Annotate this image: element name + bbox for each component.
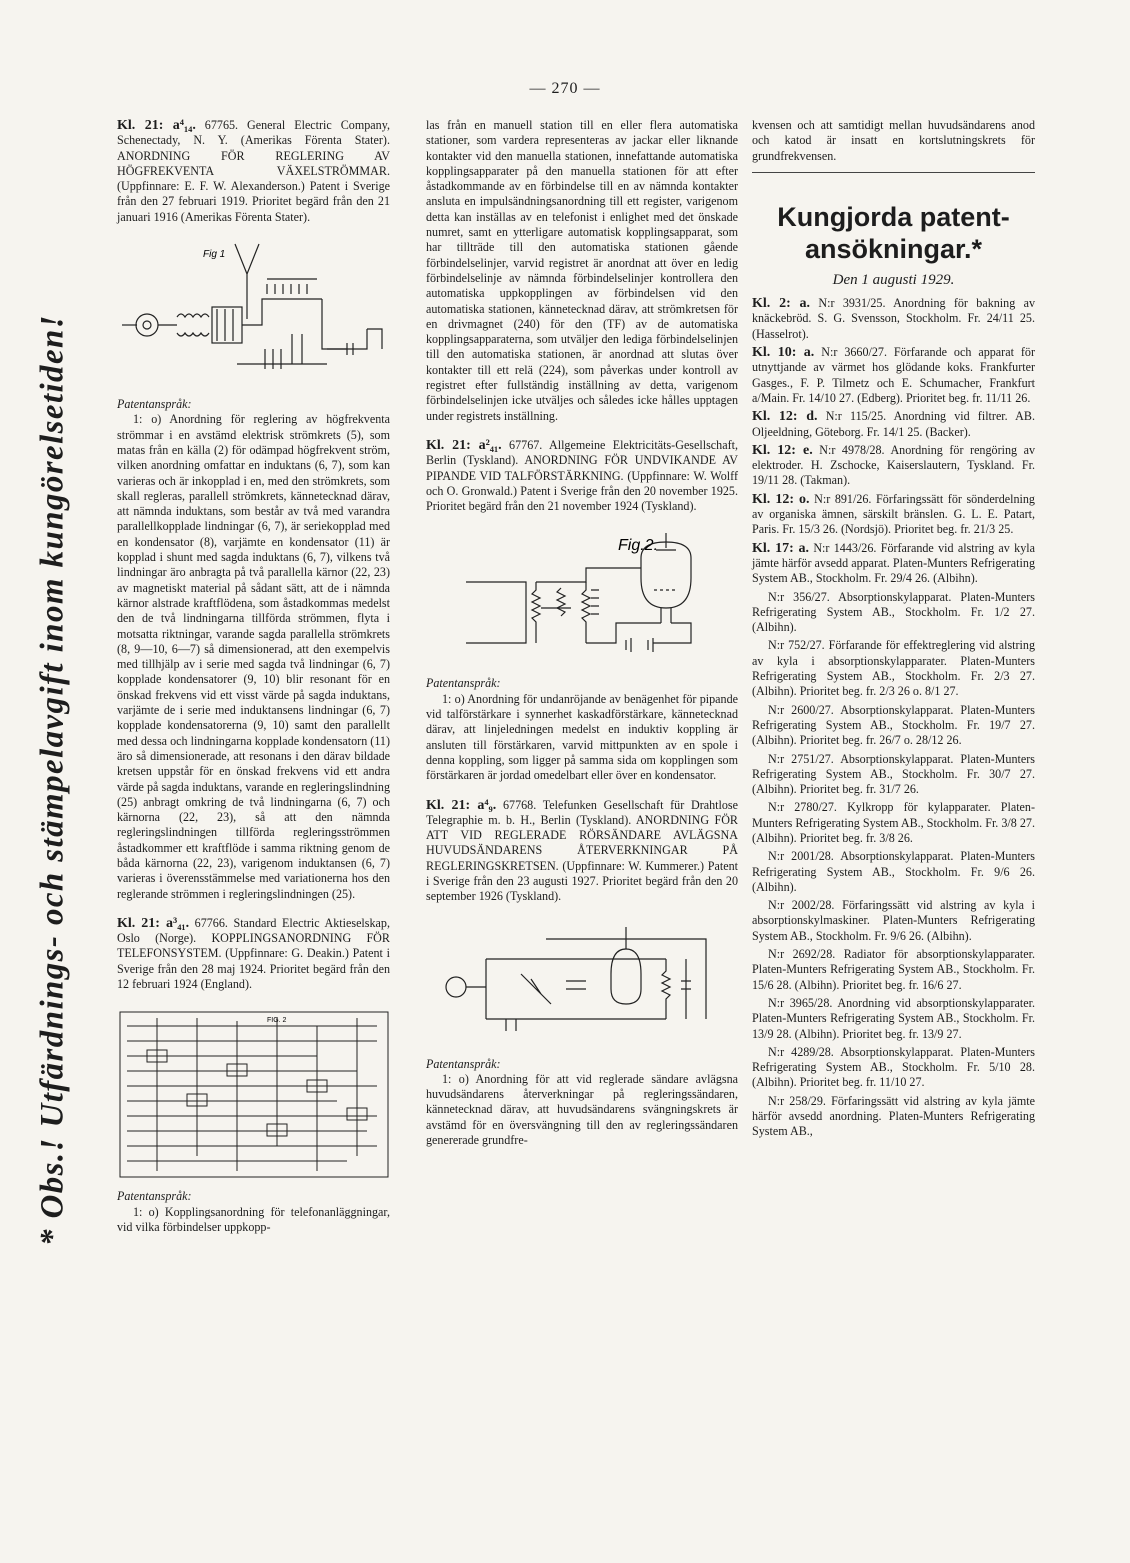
patent-claims: 1: o) Anordning för undanröjande av benägenhet för pipande vid talförstärkare i synnerhet kaskadförstärkare, kännetecknad därav, att linjeledningen medelst en induktiv koppling är ansluten till förstärkaren, varvid mittpunkten av en spole i denna koppling, som ligger på samma sida om kopplingen som förstärkaren är jordad omedelbart eller över en kondensator.	[426, 691, 738, 783]
patent-text: 67765. General Electric Company, Schenectady, N. Y. (Amerikas Förenta Stater). ANORDNING FÖR REGLERING AV HÖGFREKVENTA VÄXELSTRÖMMAR. (Uppfinnare: E. F. W. Alexanderson.) Patent i Sverige från den 27 februari 1919. Prioritet begärd från den 21 januari 1916 (Amerikas Förenta Stater).	[117, 118, 390, 224]
column-3	[752, 118, 1035, 1143]
patentansprak-label: Patentanspråk:	[426, 1056, 501, 1071]
application-entry	[752, 443, 1035, 489]
section-date: Den 1 augusti 1929.	[832, 271, 955, 288]
figure-1-circuit	[117, 239, 392, 389]
patent-67768	[426, 798, 738, 905]
figure-2-label: Fig.2.	[618, 537, 659, 555]
application-subentry: N:r 3965/28. Anordning vid absorptionskylapparater. Platen-Munters Refrigerating System AB., Stockholm. Fr. 13/9 28. (Albihn). Prioritet beg. fr. 13/9 27.	[752, 995, 1035, 1041]
application-entry	[752, 541, 1035, 587]
application-text: N:r 3931/25. Anordning för bakning av knäckebröd. S. G. Svensson, Stockholm. Fr. 24/11 25. (Hasselrot).	[752, 296, 1035, 341]
patentansprak-label: Patentanspråk:	[117, 397, 192, 412]
sidebar-notice-text: * Obs.! Utfärdnings- och stämpelavgift inom kungörelsetiden!	[34, 314, 71, 1246]
application-subentry: N:r 2002/28. Förfaringssätt vid alstring av kyla i absorptionskylmaskiner. Platen-Munters Refrigerating System AB., Stockholm. Fr. 9/6 26. (Albihn).	[752, 898, 1035, 943]
patent-class: Kl. 21: a³₄₁.	[117, 915, 190, 931]
sidebar-notice	[22, 120, 84, 1440]
application-class: Kl. 10: a.	[752, 345, 815, 361]
application-class: Kl. 12: d.	[752, 409, 818, 425]
patent-text: 67766. Standard Electric Aktieselskap, Oslo (Norge). KOPPLINGSANORDNING FÖR TELEFONSYSTEM. (Uppfinnare: G. Deakin.) Patent i Sverige från den 28 maj 1924. Prioritet begärd från den 12 februari 1924 (England).	[117, 915, 390, 992]
application-class: Kl. 12: e.	[752, 442, 813, 458]
application-class: Kl. 2: a.	[752, 296, 811, 312]
patent-text: 67767. Allgemeine Elektricitäts-Gesellschaft, Berlin (Tyskland). ANORDNING FÖR UNDVIKANDE AV PIPANDE VID TALFÖRSTÄRKNING. (Uppfinnare: W. Wolff och O. Gronwald.) Patent i Sverige från den 20 november 1925. Prioritet begärd från den 21 november 1924 (Tyskland).	[426, 437, 738, 514]
patentansprak-label: Patentanspråk:	[117, 1189, 192, 1204]
patentansprak-label: Patentanspråk:	[426, 676, 501, 691]
patent-67765	[117, 118, 390, 225]
patent-class: Kl. 21: a⁴₉.	[426, 797, 497, 813]
patent-class: Kl. 21: a²₄₁.	[426, 437, 502, 453]
patent-67766	[117, 916, 390, 992]
application-subentry: N:r 2780/27. Kylkropp för kylapparater. Platen-Munters Refrigerating System AB., Stockholm. Fr. 3/8 27. (Albihn). Prioritet beg. fr. 3/8 26.	[752, 800, 1035, 845]
application-text: N:r 891/26. Förfaringssätt för sönderdelning av organiska ämnen, särskilt bränslen. G. L. E. Patart, Paris. Fr. 15/3 26. (Nordsjö). Prioritet beg. fr. 21/3 25.	[752, 491, 1035, 537]
figure-telephone-label: FIG. 2	[267, 1017, 287, 1025]
application-entry	[752, 296, 1035, 342]
application-subentry: N:r 258/29. Förfaringssätt vid alstring av kyla jämte härför avsedd anordning. Platen-Munters Refrigerating System AB.,	[752, 1093, 1035, 1139]
telephone-circuit-diagram	[117, 1006, 392, 1181]
application-text: N:r 1443/26. Förfarande vid alstring av kyla jämte härför avsedd apparat. Platen-Munters Refrigerating System AB., Stockholm. Fr. 29/4 26. (Albihn).	[752, 540, 1035, 586]
section-heading: Kungjorda patent-ansökningar.*	[777, 201, 1010, 264]
figure-telephone-circuit	[117, 1006, 390, 1181]
application-entry	[752, 409, 1035, 440]
claims-continuation: kvensen och att samtidigt mellan huvudsändarens anod och katod är insatt en kortslutningskrets för grundfrekvensen.	[752, 118, 1035, 163]
figure-2-circuit	[426, 528, 736, 668]
application-subentry: N:r 4289/28. Absorptionskylapparat. Platen-Munters Refrigerating System AB., Stockholm. Fr. 5/10 28. (Albihn). Prioritet beg. fr. 11/10 27.	[752, 1044, 1035, 1090]
application-subentry: N:r 2692/28. Radiator för absorptionskylapparater. Platen-Munters Refrigerating System AB., Stockholm. Fr. 15/6 28. (Albihn). Prioritet beg. fr. 16/6 27.	[752, 947, 1035, 992]
application-class: Kl. 12: o.	[752, 491, 810, 507]
figure-2	[426, 528, 738, 668]
application-subentry: N:r 2751/27. Absorptionskylapparat. Platen-Munters Refrigerating System AB., Stockholm. Fr. 30/7 27. (Albihn). Prioritet beg. fr. 31/7 26.	[752, 751, 1035, 797]
patent-text: 67768. Telefunken Gesellschaft für Drahtlose Telegraphie m. b. H., Berlin (Tyskland). ANORDNING FÖR ATT VID REGLERADE RÖRSÄNDARE AVLÄGSNA HUVUDSÄNDARENS ÅTERVERKNINGAR PÅ REGLERINGSKRETSEN. (Uppfinnare: W. Kummerer.) Patent i Sverige från den 23 augusti 1927. Prioritet begärd från den 20 september 1926 (Tyskland).	[426, 797, 738, 904]
application-subentry: N:r 752/27. Förfarande för effektreglering vid alstring av kyla i absorptionskylapparater. Platen-Munters Refrigerating System AB., Stockholm. Fr. 2/3 27. (Albihn). Prioritet beg. fr. 2/3 26 o. 8/1 27.	[752, 638, 1035, 699]
application-entry	[752, 345, 1035, 406]
application-list	[752, 296, 1035, 1139]
application-subentry: N:r 2001/28. Absorptionskylapparat. Platen-Munters Refrigerating System AB., Stockholm. Fr. 9/6 26. (Albihn).	[752, 849, 1035, 894]
patent-claims: 1: o) Anordning för att vid reglerade sändare avlägsna huvudsändarens återverkningar på regleringssändaren, kännetecknad därav, att huvudsändarens svängningskrets är avstämd för en översvängning till den av regleringssändaren genererade grundfre-	[426, 1071, 738, 1148]
figure-1	[117, 239, 390, 389]
figure-1-label: Fig 1	[203, 249, 226, 261]
page-number: — 270 —	[529, 80, 601, 97]
column-1	[117, 118, 390, 1235]
application-subentry: N:r 356/27. Absorptionskylapparat. Platen-Munters Refrigerating System AB., Stockholm. Fr. 1/2 27. (Albihn).	[752, 589, 1035, 635]
column-2	[426, 118, 738, 1148]
claims-continuation: las från en manuell station till en eller flera automatiska stationer, som vardera representeras av jackar eller liknande kontakter vid den manuella stationen, innefattande automatiska kopplingsapparater på den manuella stationen för att efter åstadkommande av en förbindelse till en av nämnda kontakter ansluta en impulsändningsanordning till ett register, varigenom detta kan inställas av en telefonist i enlighet med det önskade numret, samt en ytterligare automatisk kopplingsapparat, som har tillträde till den automatiska stationen gående förbindelselinjer, varvid registret är anordnat att över en ledig förbindelselinje av nämnda förbindelselinjer kontrollera den automatiska uppkopplingen av förbindelsen vid den automatiska stationen, kännetecknad därav, att strömkretsen för en drivmagnet (240) för den (TF) av de automatiska kopplingsapparaterna, som utväljer den lediga förbindelselinjen till den automatiska stationen, är anordnad att slutas över kontakter till ett relä (224), som påverkas under kontroll av registret efter fullständig inställning av detta, varigenom förbindelselinjen icke utväljes och således icke hålles upptagen under registrets inställning.	[426, 118, 738, 423]
application-class: Kl. 17: a.	[752, 540, 810, 556]
patent-67767	[426, 438, 738, 514]
patent-claims: 1: o) Anordning för reglering av högfrekventa strömmar i en avstämd elektrisk strömkrets (5), som matas från en källa (2) för odämpad högfrekvent ström, vilken anordning omfattar en induktans (6, 7), som kan varieras och är inkopplad i en, med den strömkrets, som skall regleras, parallell strömkrets, kännetecknad därav, att nämnda induktans, som består av två med varandra parallellkopplade lindningar (6, 7), är seriekopplad med en kondensator (8), varjämte en kondensator (11) är kopplad i shunt med sagda induktans (6, 7), vilkens två lindningar äro anbragta på två parallella kärnor (22, 23) av magnetiskt material på sådant sätt, att de i nämnda kärnor alstrade kraftflödena, som åstadkommas medelst den de två lindningarna tillförda strömmen, flyta i motsatta riktningar, varande sagda parallella strömkrets (8, 9—10, 6—7) så dimensionerad, att den exempelvis med tillhjälp av i serie med sagda två lindningar (6, 7) kopplade kondensatorer (9, 10) blir resonant för en önskad frekvens vid ett visst värde på sagda induktans, varjämte de i serie med induktansens lindningar (6, 7) kopplade kondensatorerna (9, 10) samt den parallellt med dessa och lindningarna kopplade kondensatorn (11) äro så dimensionerade, att resonans i den därav bildade kretsen uppstår för en önskad frekvens vid ett andra värde på sagda induktans, varande en regleringslindning (25) anbragt omkring de två lindningarna (6, 7) och kärnorna (22, 23), så att den nämnda regleringslindningen tillförda regleringsströmmen åstadkommer ett kraftflöde i samma riktning genom de båda kärnorna (22, 23), varigenom induktansen (6, 7) varieras i överensstämmelse med variationerna hos den reglerande strömmen i regleringslindningen (25).	[117, 412, 390, 901]
transmitter-circuit-diagram	[426, 919, 736, 1049]
application-subentry: N:r 2600/27. Absorptionskylapparat. Platen-Munters Refrigerating System AB., Stockholm. Fr. 19/7 27. (Albihn). Prioritet beg. fr. 26/7 o. 28/12 26.	[752, 702, 1035, 748]
figure-transmitter	[426, 919, 738, 1049]
section-divider	[752, 172, 1035, 173]
application-entry	[752, 492, 1035, 538]
application-text: N:r 3660/27. Förfarande och apparat för utnyttjande av värmet hos glödande koks. Frankfurter Gasges., F. P. Tilmetz och E. Schumacher, Frankfurt a/Main. Fr. 14/10 27. (Edberg). Prioritet beg. fr. 11/11 26.	[752, 345, 1035, 405]
patent-claims: 1: o) Kopplingsanordning för telefonanläggningar, vid vilka förbindelser uppkopp-	[117, 1204, 390, 1234]
patent-class: Kl. 21: a⁴₁₄.	[117, 118, 196, 133]
application-text: N:r 4978/28. Anordning för rengöring av elektroder. H. Zschocke, Kaiserslautern, Tyskland. Fr. 19/11 28. (Takman).	[752, 442, 1036, 488]
application-text: N:r 115/25. Anordning vid filtrer. AB. Oljeeldning, Göteborg. Fr. 14/1 25. (Backer).	[752, 409, 1036, 439]
